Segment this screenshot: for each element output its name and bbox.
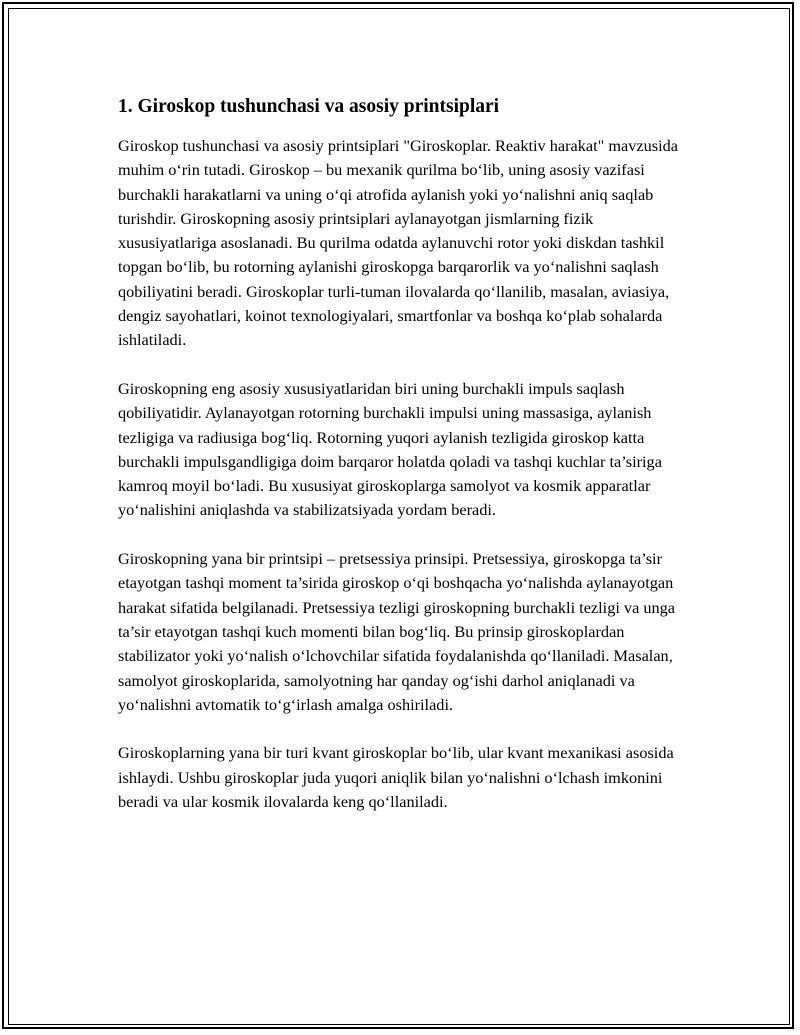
paragraph-angular-momentum: Giroskopning eng asosiy xususiyatlaridan biri uning burchakli impuls saqlash qobiliyatidir. Aylanayotgan rotorning burchakli impulsi uning massasiga, aylanish tezligiga va radiusiga bog‘liq. Rotorning yuqori aylanish tezligida giroskop katta burchakli impulsgandligiga doim barqaror holatda qoladi va tashqi kuchlar ta’siriga kamroq moyil bo‘ladi. Bu xususiyat giroskoplarga samolyot va kosmik apparatlar yo‘nalishini aniqlashda va stabilizatsiyada yordam beradi. <box>118 378 662 520</box>
paragraph-precession: Giroskopning yana bir printsipi – pretsessiya prinsipi. Pretsessiya, giroskopga ta’sir etayotgan tashqi moment ta’sirida giroskop o‘qi boshqacha yo‘nalishda aylanayotgan harakat sifatida belgilanadi. Pretsessiya tezligi giroskopning burchakli tezligi va unga ta’sir etayotgan tashqi kuch momenti bilan bog‘liq. Bu prinsip giroskoplardan stabilizator yoki yo‘nalish o‘lchovchilar sifatida foydalanishda qo‘llaniladi. Masalan, samolyot giroskoplarida, samolyotning har qanday og‘ishi darhol aniqlanadi va yo‘nalishni avtomatik to‘g‘irlash amalga oshiriladi. <box>118 549 676 714</box>
paragraph-intro: Giroskop tushunchasi va asosiy printsiplari "Giroskoplar. Reaktiv harakat" mavzusida muhim o‘rin tutadi. Giroskop – bu mexanik qurilma bo‘lib, uning asosiy vazifasi burchakli harakatlarni va uning o‘qi atrofida aylanish yoki yo‘nalishni aniq saqlab turishdir. Giroskopning asosiy printsiplari aylanayotgan jismlarning fizik xususiyatlariga asoslanadi. Bu qurilma odatda aylanuvchi rotor yoki diskdan tashkil topgan bo‘lib, bu rotorning aylanishi giroskopga barqarorlik va yo‘nalishni saqlash qobiliyatini beradi. Giroskoplar turli-tuman ilovalarda qo‘llanilib, masalan, aviasiya, dengiz sayohatlari, koinot texnologiyalari, smartfonlar va boshqa ko‘plab sohalarda ishlatiladi. <box>118 136 678 350</box>
document-body <box>118 94 690 839</box>
paragraph-quantum-gyroscopes: Giroskoplarning yana bir turi kvant giroskoplar bo‘lib, ular kvant mexanikasi asosida ishlaydi. Ushbu giroskoplar juda yuqori aniqlik bilan yo‘nalishni o‘lchash imkonini beradi va ular kosmik ilovalarda keng qo‘llaniladi. <box>118 743 674 812</box>
section-heading: 1. Giroskop tushunchasi va asosiy printsiplari <box>118 96 500 117</box>
